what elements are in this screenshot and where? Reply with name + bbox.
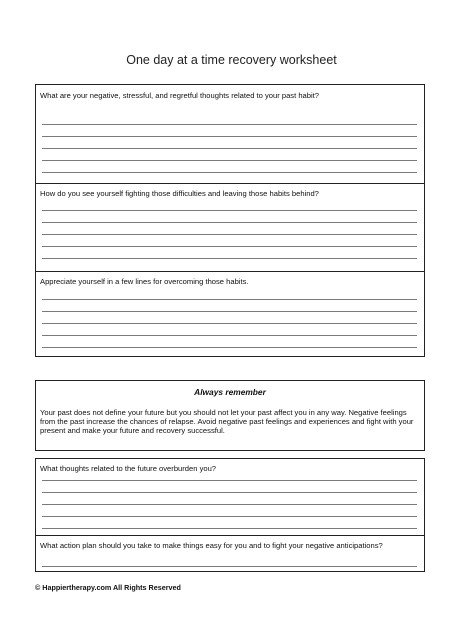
answer-line[interactable] <box>42 148 417 149</box>
answer-line[interactable] <box>42 528 417 529</box>
answer-line[interactable] <box>42 480 417 481</box>
question-text: What are your negative, stressful, and regretful thoughts related to your past habit? <box>40 91 320 100</box>
answer-line[interactable] <box>42 311 417 312</box>
answer-line[interactable] <box>42 258 417 259</box>
answer-line[interactable] <box>42 323 417 324</box>
answer-line[interactable] <box>42 566 417 567</box>
answer-line[interactable] <box>42 335 417 336</box>
answer-line[interactable] <box>42 210 417 211</box>
answer-line[interactable] <box>42 504 417 505</box>
question-section-2 <box>36 183 424 271</box>
answer-line[interactable] <box>42 160 417 161</box>
question-text: Appreciate yourself in a few lines for overcoming those habits. <box>40 277 249 286</box>
question-text: How do you see yourself fighting those difficulties and leaving those habits behind? <box>40 189 319 198</box>
answer-line[interactable] <box>42 246 417 247</box>
question-section-5 <box>36 535 424 571</box>
answer-line[interactable] <box>42 299 417 300</box>
question-section-4 <box>36 459 424 535</box>
copyright-footer: © Happiertherapy.com All Rights Reserved <box>35 583 181 592</box>
answer-line[interactable] <box>42 172 417 173</box>
always-remember-box <box>35 380 425 451</box>
answer-line[interactable] <box>42 124 417 125</box>
worksheet-box-top <box>35 84 425 357</box>
question-text: What action plan should you take to make things easy for you and to fight your negative anticipations? <box>40 541 383 550</box>
answer-line[interactable] <box>42 492 417 493</box>
worksheet-box-bottom <box>35 458 425 572</box>
answer-line[interactable] <box>42 234 417 235</box>
answer-line[interactable] <box>42 222 417 223</box>
always-remember-text: Your past does not define your future but you should not let your past affect you in any way. Negative feelings from the past increase the chances of relapse. Avoid negative past feelings and experiences and fight with your present and make your future and recovery successful. <box>40 408 414 436</box>
answer-line[interactable] <box>42 136 417 137</box>
question-section-3 <box>36 271 424 356</box>
answer-line[interactable] <box>42 516 417 517</box>
page-title: One day at a time recovery worksheet <box>126 53 337 67</box>
always-remember-title: Always remember <box>194 387 266 397</box>
question-text: What thoughts related to the future overburden you? <box>40 464 217 473</box>
answer-line[interactable] <box>42 347 417 348</box>
question-section-1 <box>36 85 424 183</box>
